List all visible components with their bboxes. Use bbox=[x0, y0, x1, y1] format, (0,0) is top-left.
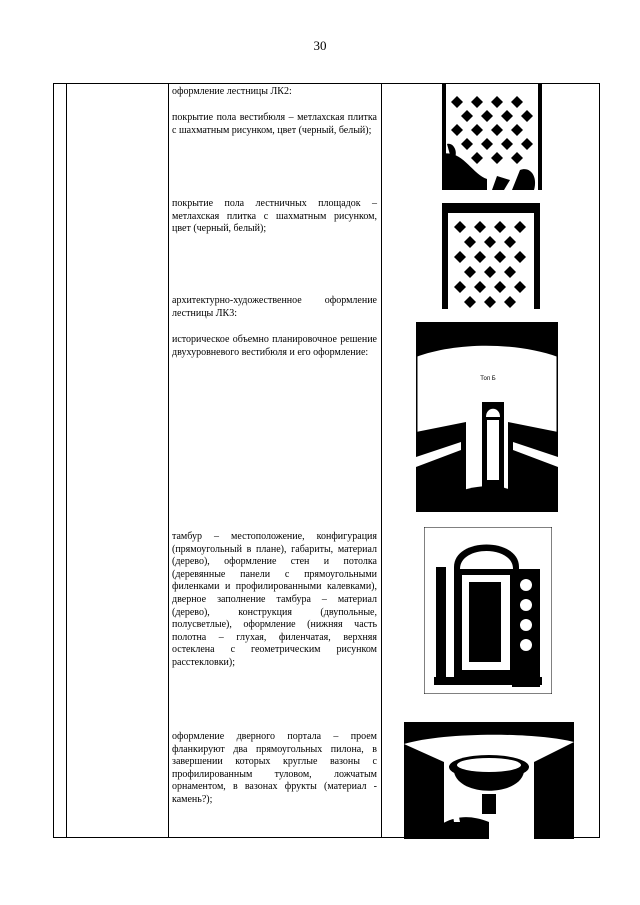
column-divider-2 bbox=[168, 84, 169, 837]
photo-landing-floor bbox=[442, 203, 540, 309]
checkered-floor-image-1 bbox=[442, 84, 542, 190]
vestibule-sign-text: Топ Б bbox=[480, 376, 496, 382]
photo-tambour bbox=[424, 527, 552, 694]
vestibule-interior-image bbox=[416, 322, 558, 512]
row-text-lk3-heading: архитектурно-художественное оформление лестницы ЛК3: bbox=[172, 295, 377, 319]
door-portal-image bbox=[404, 722, 574, 839]
row-text-tambour: тамбур – местоположение, конфигурация (прямоугольный в плане), габариты, материал (дерево), оформление стен и потолка (деревянные панели с прямоугольными филенками и профилированными калевками), дверное заполнение тамбура – материал (дерево), конструкция (двупольные, полусветлые), оформление (нижняя часть полотна – глухая, филенчатая, верхняя остеклена с геометрическим рисунком расстекловки); bbox=[172, 531, 377, 668]
photo-vestibule-interior bbox=[416, 322, 558, 512]
tambour-door-image bbox=[424, 527, 552, 694]
column-divider-3 bbox=[381, 84, 382, 837]
row-text-landing-floor: покрытие пола лестничных площадок – метлахская плитка с шахматным рисунком, цвет (черный, белый); bbox=[172, 198, 377, 235]
photo-door-portal bbox=[404, 722, 574, 839]
photo-vestibule-floor bbox=[442, 84, 542, 190]
page-number: 30 bbox=[313, 38, 327, 53]
row-text-door-portal: оформление дверного портала – проем фланкируют два прямоугольных пилона, в завершении которых круглые вазоны с профилированным туловом, ложчатым орнаментом, в вазонах фрукты (материал - камень?); bbox=[172, 731, 377, 805]
row-text-vestibule-floor: покрытие пола вестибюля – метлахская плитка с шахматным рисунком, цвет (черный, белый); bbox=[172, 112, 377, 136]
checkered-floor-image-2 bbox=[442, 203, 540, 309]
row-text-lk2-heading: оформление лестницы ЛК2: bbox=[172, 86, 292, 97]
column-divider-1 bbox=[66, 84, 67, 837]
row-text-vestibule-layout: историческое объемно планировочное решение двухуровневого вестибюля и его оформление: bbox=[172, 334, 377, 358]
